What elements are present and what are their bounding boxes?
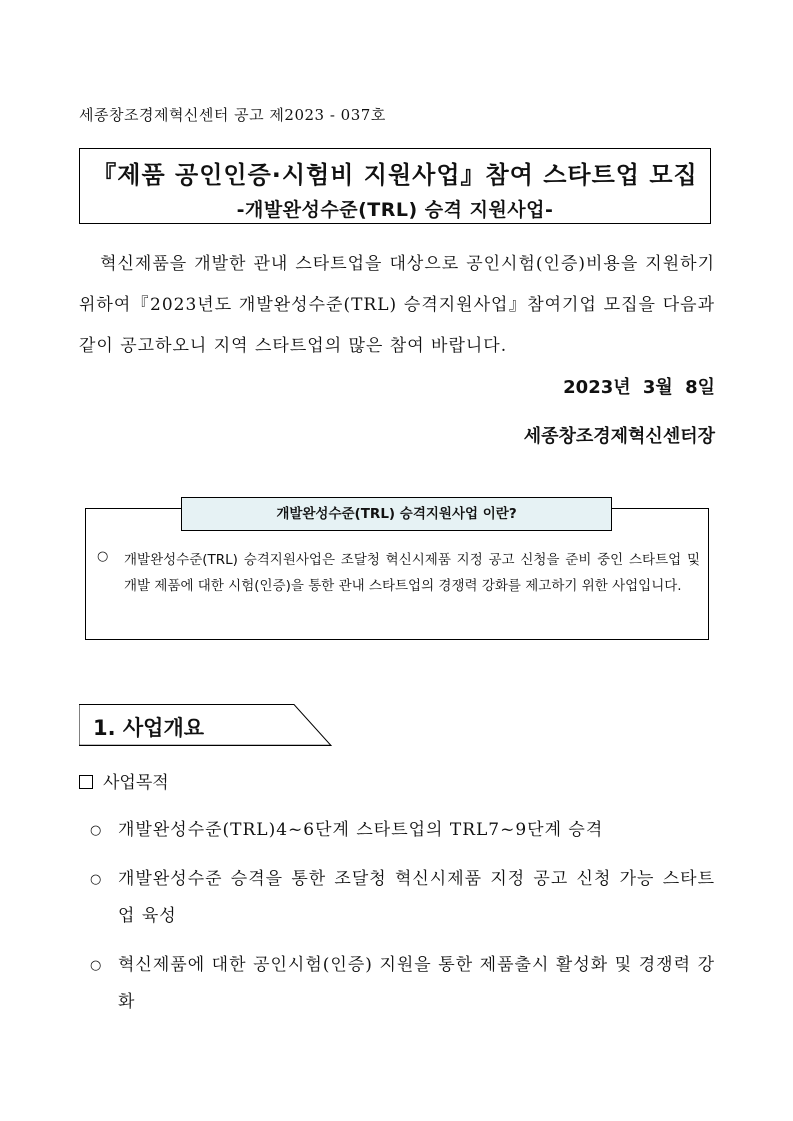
section-header <box>79 704 332 746</box>
bullet-icon: ○ <box>97 549 109 564</box>
list-item-text: 개발완성수준(TRL)4~6단계 스타트업의 TRL7~9단계 승격 <box>118 820 604 840</box>
intro-paragraph <box>79 244 715 367</box>
square-bullet-icon <box>79 775 93 789</box>
list-item <box>90 861 715 935</box>
notice-number: 세종창조경제혁신센터 공고 제2023 - 037호 <box>79 106 386 124</box>
list-item-text: 개발완성수준 승격을 통한 조달청 혁신시제품 지정 공고 신청 가능 스타트업 육성 <box>118 869 715 926</box>
title-box <box>79 148 711 224</box>
bullet-icon: ○ <box>90 872 103 887</box>
list-item <box>90 947 715 1021</box>
list-item-text: 혁신제품에 대한 공인시험(인증) 지원을 통한 제품출시 활성화 및 경쟁력 강화 <box>118 955 715 1012</box>
bullet-icon: ○ <box>90 823 103 838</box>
info-box-text: 개발완성수준(TRL) 승격지원사업은 조달청 혁신시제품 지정 공고 신청을 준비 중인 스타트업 및 개발 제품에 대한 시험(인증)을 통한 관내 스타트업의 경쟁력 강화를 제고하기 위한 사업입니다. <box>124 552 700 594</box>
intro-text: 혁신제품을 개발한 관내 스타트업을 대상으로 공인시험(인증)비용을 지원하기 위하여『2023년도 개발완성수준(TRL) 승격지원사업』참여기업 모집을 다음과 같이 공고하오니 지역 스타트업의 많은 참여 바랍니다. <box>79 254 715 356</box>
document-subtitle: -개발완성수준(TRL) 승격 지원사업- <box>236 199 554 221</box>
issuer: 세종창조경제혁신센터장 <box>523 426 715 447</box>
document-title: 『제품 공인인증·시험비 지원사업』참여 스타트업 모집 <box>92 161 698 189</box>
bullet-icon: ○ <box>90 958 103 973</box>
list-item <box>90 812 715 849</box>
section-title: 1. 사업개요 <box>93 716 205 740</box>
info-box-heading: 개발완성수준(TRL) 승격지원사업 이란? <box>181 497 612 531</box>
purpose-list <box>90 812 715 1033</box>
announcement-date: 2023년 3월 8일 <box>563 377 715 398</box>
purpose-heading: 사업목적 <box>103 773 169 793</box>
purpose-heading-row <box>79 768 169 793</box>
